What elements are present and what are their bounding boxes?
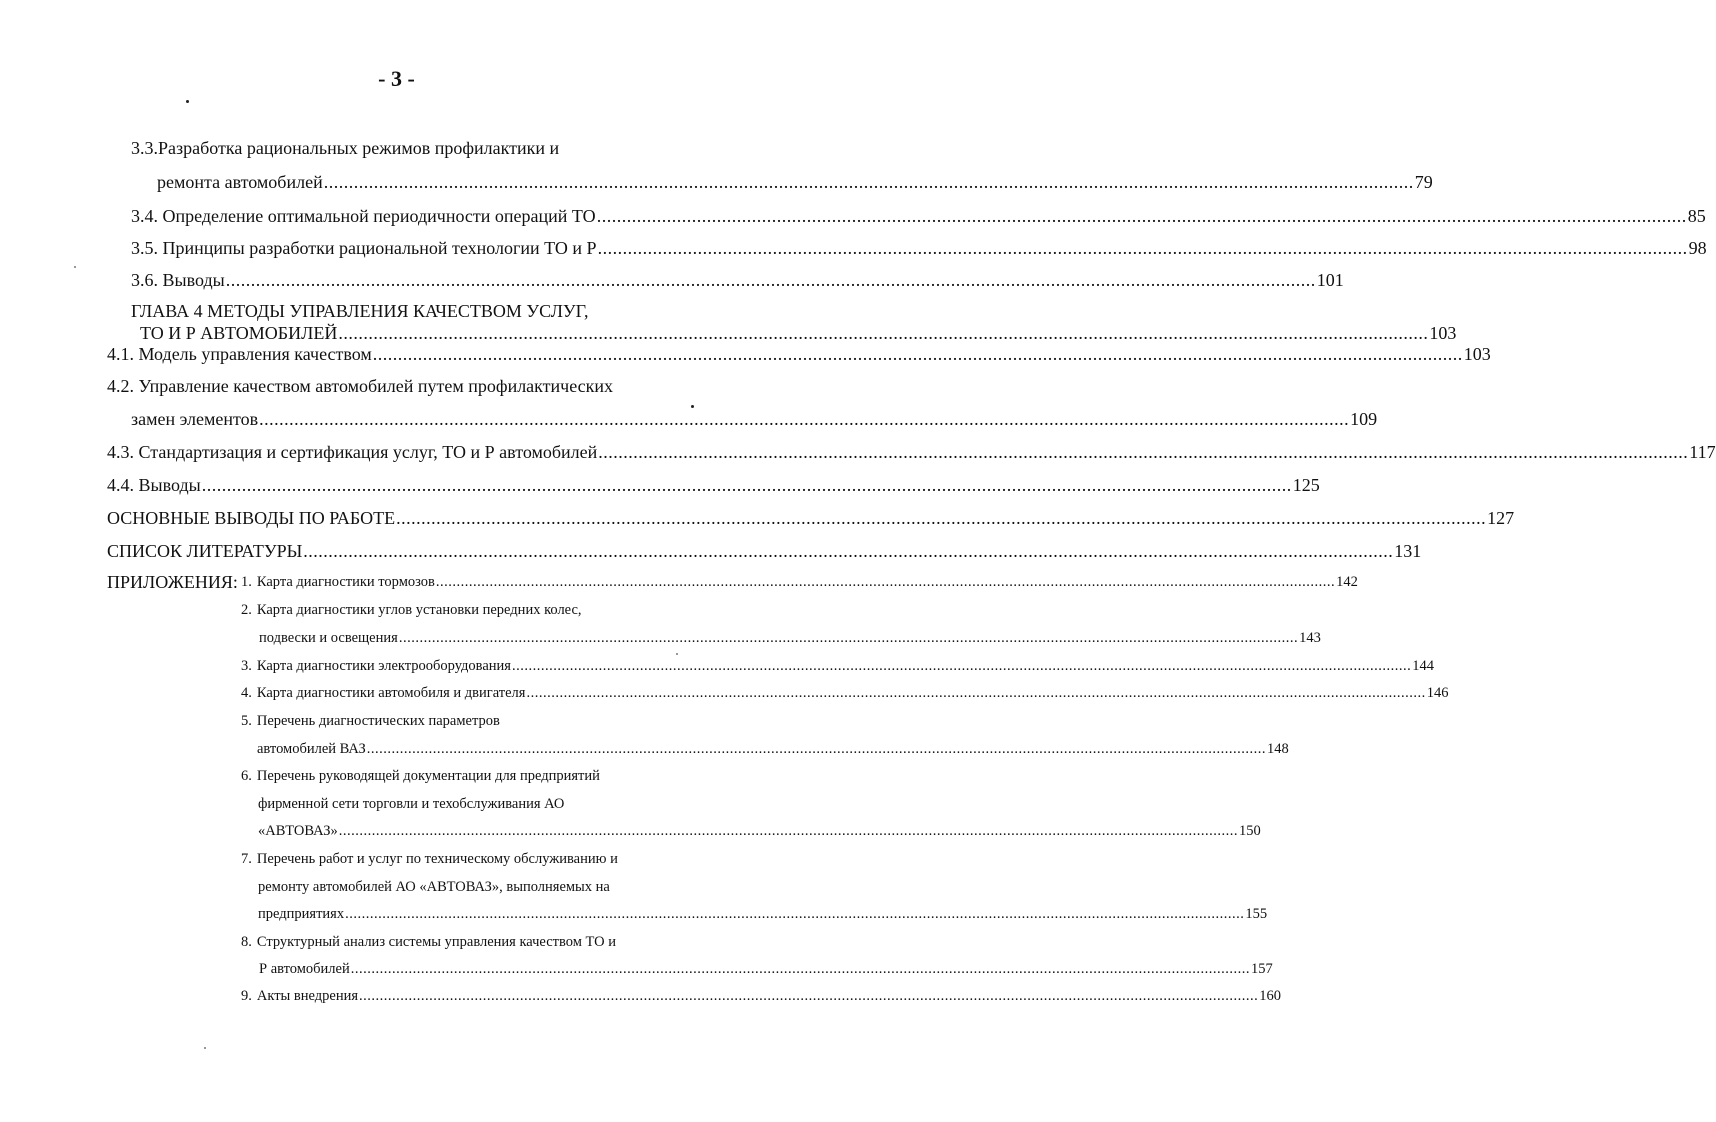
dot-leader: .......................................................................................................................................................................................................................... (259, 409, 1350, 429)
appendix-number: 1. (241, 574, 252, 590)
appendix-title: Карта диагностики автомобиля и двигателя (256, 685, 526, 701)
appendix-item-7 (258, 905, 1268, 923)
appendix-item-5 (257, 740, 1289, 758)
appendix-item-3 (241, 657, 1434, 675)
toc-entry-title: 4.2. Управление качеством автомобилей путем профилактических (107, 376, 614, 396)
appendix-title: Карта диагностики углов установки передних колес, (256, 602, 582, 618)
appendix-item-2 (259, 629, 1321, 647)
appendix-number: 8. (241, 934, 252, 950)
appendix-item-4 (241, 684, 1449, 702)
toc-page-number: 160 (1259, 988, 1282, 1004)
appendix-item-9 (241, 987, 1282, 1005)
dot-leader: .......................................................................................................................................................................................................................... (435, 574, 1336, 590)
appendix-number: 5. (241, 713, 252, 729)
dot-leader: .......................................................................................................................................................................................................................... (366, 741, 1267, 757)
toc-page-number: 131 (1394, 541, 1422, 561)
dot-leader: .......................................................................................................................................................................................................................... (323, 172, 1414, 192)
toc-entry-3-3 (157, 171, 1433, 193)
scan-speck (676, 653, 678, 655)
appendix-number: 3. (241, 658, 252, 674)
page-number: - 3 - (378, 66, 415, 91)
scan-speck (186, 100, 189, 103)
appendix-title: Акты внедрения (256, 988, 359, 1004)
toc-entry-3-6 (131, 269, 1344, 291)
chapter-title: ТО И Р АВТОМОБИЛЕЙ (140, 323, 338, 343)
toc-page-number: 109 (1350, 409, 1378, 429)
scan-speck (691, 405, 694, 408)
chapter-title: ГЛАВА 4 МЕТОДЫ УПРАВЛЕНИЯ КАЧЕСТВОМ УСЛУГ, (131, 301, 589, 321)
appendix-title: Структурный анализ системы управления качеством ТО и (256, 934, 617, 950)
toc-page-number: 155 (1245, 906, 1268, 922)
appendix-item-8-line1 (241, 933, 616, 951)
appendix-item-7-line2 (258, 878, 610, 896)
appendix-item-6-line2 (258, 795, 564, 813)
toc-page-number: 103 (1463, 344, 1491, 364)
toc-page-number: 101 (1316, 270, 1344, 290)
toc-entry-title: 4.1. Модель управления качеством (107, 344, 372, 364)
toc-page-number: 146 (1426, 685, 1449, 701)
appendix-item-6 (258, 822, 1261, 840)
toc-entry-title: ОСНОВНЫЕ ВЫВОДЫ ПО РАБОТЕ (107, 508, 396, 528)
toc-page-number: 150 (1238, 823, 1261, 839)
appendix-title: Перечень руководящей документации для предприятий (256, 768, 600, 784)
chapter-4-heading (140, 322, 1457, 344)
appendix-number: 9. (241, 988, 252, 1004)
toc-page-number: 103 (1429, 323, 1457, 343)
toc-entry-title: 4.4. Выводы (107, 475, 201, 495)
toc-entry-title: 3.3.Разработка рациональных режимов профилактики и (131, 138, 560, 158)
dot-leader: .......................................................................................................................................................................................................................... (359, 988, 1259, 1004)
toc-page-number: 125 (1292, 475, 1320, 495)
appendix-number: 6. (241, 768, 252, 784)
toc-entry-4-1 (107, 343, 1491, 365)
appendix-title: Перечень диагностических параметров (256, 713, 500, 729)
appendix-item-5-line1 (241, 712, 500, 730)
appendix-title: ремонту автомобилей АО «АВТОВАЗ», выполняемых на (258, 879, 610, 895)
toc-page-number: 127 (1487, 508, 1515, 528)
appendix-number: 2. (241, 602, 252, 618)
toc-entry-title: СПИСОК ЛИТЕРАТУРЫ (107, 541, 303, 561)
toc-page-number: 157 (1250, 961, 1273, 977)
appendix-title: автомобилей ВАЗ (257, 741, 366, 757)
dot-leader: .......................................................................................................................................................................................................................... (338, 823, 1238, 839)
toc-entry-title: 3.5. Принципы разработки рациональной технологии ТО и Р (131, 238, 597, 258)
toc-entry-4-2 (131, 408, 1378, 430)
dot-leader: .......................................................................................................................................................................................................................... (511, 658, 1412, 674)
dot-leader: .......................................................................................................................................................................................................................... (201, 475, 1292, 495)
appendix-title: Р автомобилей (259, 961, 350, 977)
toc-entry-3-3-line1 (131, 137, 559, 159)
dot-leader: .......................................................................................................................................................................................................................... (338, 323, 1429, 343)
appendix-title: предприятиях (258, 906, 345, 922)
toc-page-number: 148 (1267, 741, 1289, 757)
toc-page-number: 144 (1412, 658, 1434, 674)
scan-speck (204, 1047, 206, 1049)
appendices-title: ПРИЛОЖЕНИЯ: (107, 572, 238, 592)
dot-leader: .......................................................................................................................................................................................................................... (372, 344, 1463, 364)
toc-entry-title: замен элементов (131, 409, 259, 429)
appendix-title: Карта диагностики тормозов (256, 574, 435, 590)
toc-page-number: 85 (1687, 206, 1706, 226)
toc-entry-title: 4.3. Стандартизация и сертификация услуг, ТО и Р автомобилей (107, 442, 598, 462)
appendices-label (107, 571, 238, 593)
appendix-number: 4. (241, 685, 252, 701)
chapter-4-heading-line1 (131, 300, 589, 322)
appendix-title: Перечень работ и услуг по техническому обслуживанию и (256, 851, 618, 867)
dot-leader: .......................................................................................................................................................................................................................... (598, 442, 1689, 462)
dot-leader: .......................................................................................................................................................................................................................... (345, 906, 1245, 922)
appendix-number: 7. (241, 851, 252, 867)
dot-leader: .......................................................................................................................................................................................................................... (225, 270, 1316, 290)
toc-entry-3-4 (131, 205, 1706, 227)
appendix-title: фирменной сети торговли и техобслуживания АО (258, 796, 565, 812)
dot-leader: .......................................................................................................................................................................................................................... (526, 685, 1426, 701)
toc-page-number: 98 (1688, 238, 1707, 258)
toc-page-number: 117 (1689, 442, 1716, 462)
toc-entry-3-5 (131, 237, 1707, 259)
toc-entry-title: 3.4. Определение оптимальной периодичности операций ТО (131, 206, 596, 226)
appendix-title: Карта диагностики электрооборудования (256, 658, 511, 674)
dot-leader: .......................................................................................................................................................................................................................... (597, 238, 1688, 258)
toc-page-number: 142 (1336, 574, 1358, 590)
appendix-item-2-line1 (241, 601, 582, 619)
dot-leader: .......................................................................................................................................................................................................................... (396, 508, 1487, 528)
appendix-title: «АВТОВАЗ» (258, 823, 338, 839)
toc-entry-title: ремонта автомобилей (157, 172, 323, 192)
dot-leader: .......................................................................................................................................................................................................................... (303, 541, 1394, 561)
dot-leader: .......................................................................................................................................................................................................................... (350, 961, 1250, 977)
toc-entry-4-3 (107, 441, 1716, 463)
toc-entry-references (107, 540, 1422, 562)
appendix-title: подвески и освещения (259, 630, 398, 646)
toc-entry-4-2-line1 (107, 375, 613, 397)
toc-page-number: 143 (1299, 630, 1321, 646)
toc-entry-4-4 (107, 474, 1320, 496)
dot-leader: .......................................................................................................................................................................................................................... (398, 630, 1299, 646)
appendix-item-8 (259, 960, 1273, 978)
dot-leader: .......................................................................................................................................................................................................................... (596, 206, 1687, 226)
appendix-item-6-line1 (241, 767, 600, 785)
toc-entry-title: 3.6. Выводы (131, 270, 225, 290)
scan-speck (74, 266, 76, 268)
toc-page-number: 79 (1414, 172, 1433, 192)
toc-entry-conclusions (107, 507, 1515, 529)
appendix-item-7-line1 (241, 850, 618, 868)
appendix-item-1 (241, 573, 1358, 591)
